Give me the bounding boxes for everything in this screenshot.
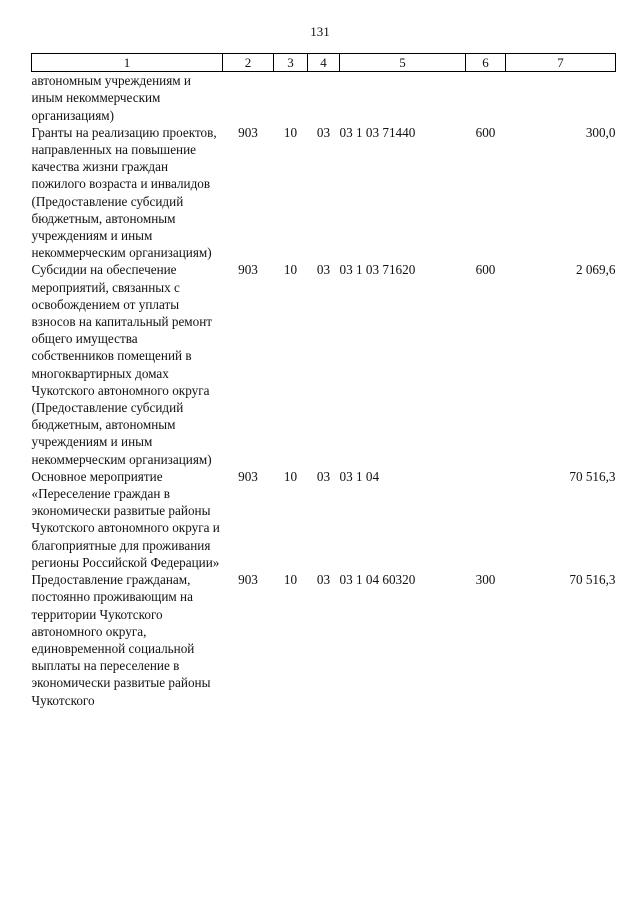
row-vr-cell: 600: [475, 124, 496, 140]
row-pr-cell: 03: [316, 572, 331, 588]
row-sum-cell: 70 516,3: [569, 468, 616, 484]
row-vr-cell: [466, 468, 506, 571]
row-sum-cell: 2 069,6: [575, 262, 616, 278]
row-rz-cell: 10: [283, 468, 298, 484]
row-sum-cell: [506, 72, 616, 124]
row-vr-cell: 300: [475, 572, 496, 588]
column-header-3: 3: [274, 54, 308, 72]
column-number-header-row: [32, 54, 616, 72]
row-name-cell: Основное мероприятие «Переселение граждан в экономически развитые районы Чукотского автономного округа и благоприятные для проживания регионы Российской Федерации»: [31, 468, 220, 570]
row-csr-cell: 03 1 04 60320: [339, 572, 416, 588]
row-pr-cell: 03: [316, 124, 331, 140]
row-csr-cell: [340, 72, 466, 124]
column-header-7: 7: [506, 54, 616, 72]
row-rz-cell: 10: [283, 572, 298, 588]
page-number: 131: [310, 24, 330, 39]
column-header-4: 4: [308, 54, 340, 72]
row-rz-cell: [274, 72, 308, 124]
column-header-6: 6: [466, 54, 506, 72]
row-gr-cell: 903: [238, 124, 258, 140]
row-vr-cell: 600: [475, 262, 496, 278]
row-sum-cell: 70 516,3: [569, 572, 616, 588]
row-name-cell: Предоставление гражданам, постоянно проживающим на территории Чукотского автономного округа, единовременной социальной выплаты на переселение в экономически развитые районы Чукотского: [31, 572, 211, 708]
table-row: [32, 571, 616, 709]
row-csr-cell: 03 1 04: [339, 468, 380, 484]
column-header-2: 2: [223, 54, 274, 72]
row-name-cell: Гранты на реализацию проектов, направленных на повышение качества жизни граждан пожилого возраста и инвалидов (Предоставление субсидий бюджетным, автономным учреждениям и иным некоммерческим организациям): [31, 124, 217, 261]
table-row: [32, 261, 616, 467]
row-gr-cell: 903: [238, 572, 258, 588]
table-row: [32, 72, 616, 124]
row-rz-cell: 10: [283, 124, 298, 140]
row-vr-cell: [466, 72, 506, 124]
row-csr-cell: 03 1 03 71440: [339, 124, 416, 140]
row-pr-cell: 03: [316, 262, 331, 278]
row-sum-cell: 300,0: [585, 124, 616, 140]
column-header-1: 1: [32, 54, 223, 72]
row-name-cell: автономным учреждениям и иным некоммерческим организациям): [31, 73, 191, 123]
budget-table: [31, 53, 616, 709]
row-pr-cell: 03: [316, 468, 331, 484]
row-name-cell: Субсидии на обеспечение мероприятий, связанных с освобождением от уплаты взносов на капитальный ремонт общего имущества собственников помещений в многоквартирных домах Чукотского автономного округа (Предоставление субсидий бюджетным, автономным учреждениям и иным некоммерческим организациям): [31, 262, 213, 467]
table-row: [32, 468, 616, 571]
row-gr-cell: 903: [238, 468, 258, 484]
column-header-5: 5: [340, 54, 466, 72]
table-row: [32, 124, 616, 262]
row-csr-cell: 03 1 03 71620: [339, 262, 416, 278]
row-gr-cell: [223, 72, 274, 124]
row-pr-cell: [308, 72, 340, 124]
row-rz-cell: 10: [283, 262, 298, 278]
row-gr-cell: 903: [238, 262, 258, 278]
